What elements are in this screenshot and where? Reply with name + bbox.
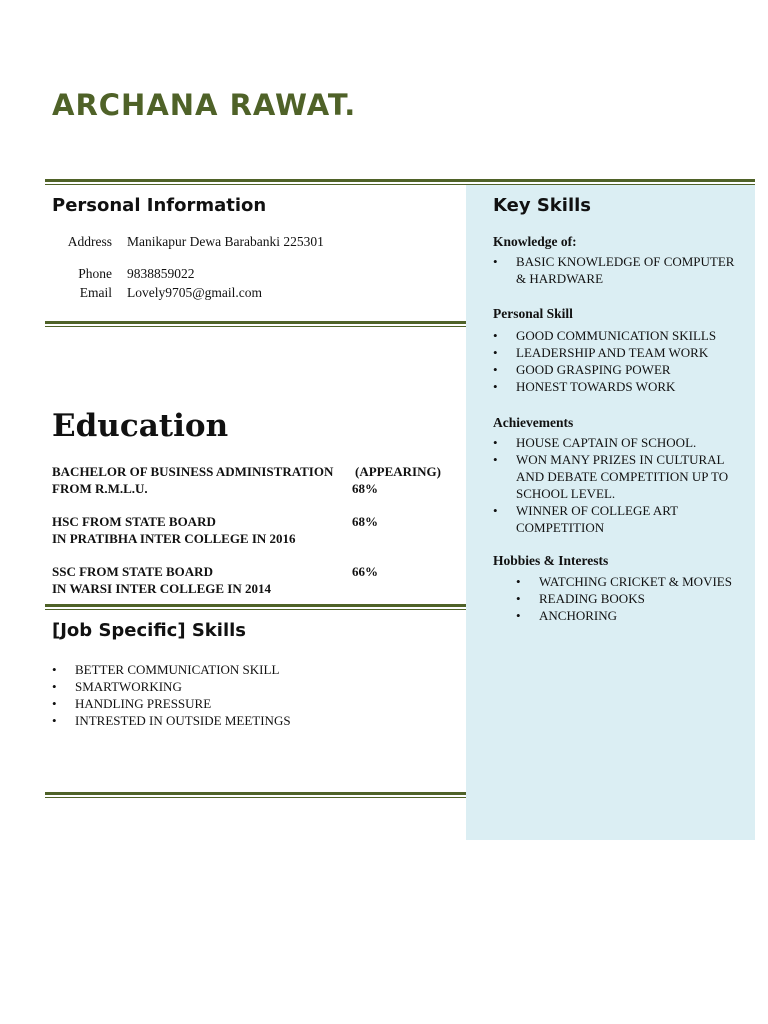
education-divider	[45, 604, 466, 607]
achievement-item: • HOUSE CAPTAIN OF SCHOOL.	[493, 434, 738, 451]
personal-skill-item: • HONEST TOWARDS WORK	[493, 378, 738, 395]
personal-info-heading: Personal Information	[52, 195, 267, 216]
job-skill-item: • INTRESTED IN OUTSIDE MEETINGS	[52, 712, 291, 729]
hobbies-heading: Hobbies & Interests	[493, 553, 609, 568]
bottom-divider	[45, 792, 466, 795]
achievements-list	[493, 434, 738, 536]
address-value: Manikapur Dewa Barabanki 225301	[127, 234, 324, 249]
edu-1-status: (APPEARING)	[355, 464, 441, 479]
knowledge-heading: Knowledge of:	[493, 234, 577, 249]
email-value: Lovely9705@gmail.com	[127, 285, 263, 300]
edu-1-line1: BACHELOR OF BUSINESS ADMINISTRATION	[52, 464, 334, 479]
education-heading: Education	[52, 408, 229, 444]
job-skill-item: • HANDLING PRESSURE	[52, 695, 291, 712]
candidate-name: ARCHANA RAWAT.	[52, 88, 357, 122]
personal-divider	[45, 321, 466, 324]
knowledge-list	[493, 253, 738, 287]
achievement-item: • WON MANY PRIZES IN CULTURAL AND DEBATE COMPETITION UP TO SCHOOL LEVEL.	[493, 451, 738, 502]
phone-label: Phone	[78, 266, 112, 281]
personal-skill-item: • GOOD GRASPING POWER	[493, 361, 738, 378]
job-skills-list	[52, 661, 291, 729]
hobbies-list	[516, 573, 746, 624]
edu-3-line2: IN WARSI INTER COLLEGE IN 2014	[52, 581, 272, 596]
achievements-heading: Achievements	[493, 415, 574, 430]
personal-skill-item: • GOOD COMMUNICATION SKILLS	[493, 327, 738, 344]
phone-value: 9838859022	[127, 266, 195, 281]
job-skill-item: • BETTER COMMUNICATION SKILL	[52, 661, 291, 678]
edu-2-line2: IN PRATIBHA INTER COLLEGE IN 2016	[52, 531, 296, 546]
hobby-item: • READING BOOKS	[516, 590, 746, 607]
personal-skill-list	[493, 327, 738, 395]
job-skills-heading: [Job Specific] Skills	[52, 620, 247, 641]
edu-2-score: 68%	[352, 514, 378, 529]
address-label: Address	[67, 234, 112, 249]
edu-3-line1: SSC FROM STATE BOARD	[52, 564, 213, 579]
hobby-item: • WATCHING CRICKET & MOVIES	[516, 573, 746, 590]
edu-2-line1: HSC FROM STATE BOARD	[52, 514, 216, 529]
edu-1-score: 68%	[352, 481, 378, 496]
hobby-item: • ANCHORING	[516, 607, 746, 624]
job-skill-item: • SMARTWORKING	[52, 678, 291, 695]
key-skills-heading: Key Skills	[493, 195, 591, 216]
email-label: Email	[79, 285, 112, 300]
edu-3-score: 66%	[352, 564, 378, 579]
top-divider	[45, 179, 755, 182]
achievement-item: • WINNER OF COLLEGE ART COMPETITION	[493, 502, 738, 536]
edu-1-line2: FROM R.M.L.U.	[52, 481, 148, 496]
personal-skill-item: • LEADERSHIP AND TEAM WORK	[493, 344, 738, 361]
knowledge-item: • BASIC KNOWLEDGE OF COMPUTER & HARDWARE	[493, 253, 738, 287]
personal-skill-heading: Personal Skill	[493, 306, 573, 321]
